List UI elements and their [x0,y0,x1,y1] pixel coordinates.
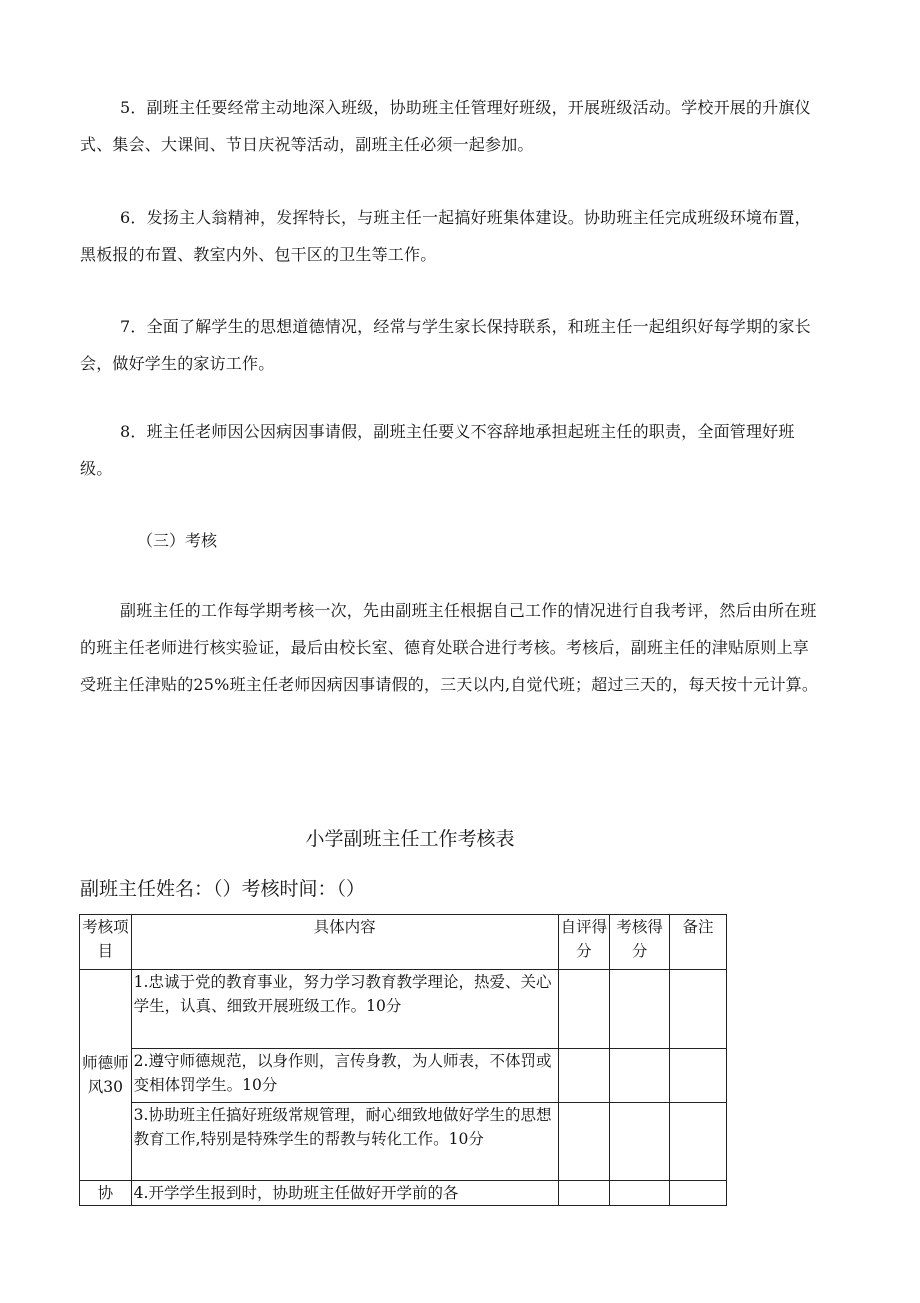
review-score-cell[interactable] [610,1181,670,1206]
paragraph-6: 6．发扬主人翁精神，发挥特长，与班主任一起搞好班集体建设。协助班主任完成班级环境布置，黑板报的布置、教室内外、包干区的卫生等工作。 [80,208,811,264]
paragraph-5: 5．副班主任要经常主动地深入班级，协助班主任管理好班级，开展班级活动。学校开展的升旗仪式、集会、大课间、节日庆祝等活动，副班主任必须一起参加。 [80,98,811,154]
header-notes: 备注 [670,915,727,970]
table-header-row [80,915,727,970]
paragraph-8: 8．班主任老师因公因病因事请假，副班主任要义不容辞地承担起班主任的职责，全面管理好班级。 [80,422,795,478]
name-and-date-line: 副班主任姓名：（）考核时间：（） [80,878,366,900]
table-row [80,970,727,1049]
notes-cell[interactable] [670,1181,727,1206]
paragraph-7: 7．全面了解学生的思想道德情况，经常与学生家长保持联系，和班主任一起组织好每学期的家长会，做好学生的家访工作。 [80,317,811,373]
table-row [80,1103,727,1181]
content-cell: 2.遵守师德规范，以身作则，言传身教，为人师表，不体罚或变相体罚学生。10分 [131,1049,558,1103]
notes-cell[interactable] [670,1049,727,1103]
section-heading-assessment: （三）考核 [137,531,218,550]
table-title: 小学副班主任工作考核表 [305,828,515,850]
notes-cell[interactable] [670,1103,727,1181]
table-row [80,1049,727,1103]
content-cell: 3.协助班主任搞好班级常规管理，耐心细致地做好学生的思想教育工作,特别是特殊学生的帮教与转化工作。10分 [131,1103,558,1181]
review-score-cell[interactable] [610,1049,670,1103]
notes-cell[interactable] [670,970,727,1049]
header-review-score: 考核得分 [610,915,670,970]
header-self-score: 自评得分 [558,915,610,970]
self-score-cell[interactable] [558,1049,610,1103]
self-score-cell[interactable] [558,970,610,1049]
review-score-cell[interactable] [610,1103,670,1181]
review-score-cell[interactable] [610,970,670,1049]
header-content: 具体内容 [131,915,558,970]
self-score-cell[interactable] [558,1181,610,1206]
content-cell: 1.忠诚于党的教育事业，努力学习教育教学理论，热爱、关心学生，认真、细致开展班级工作。10分 [131,970,558,1049]
self-score-cell[interactable] [558,1103,610,1181]
assessment-paragraph: 副班主任的工作每学期考核一次，先由副班主任根据自己工作的情况进行自我考评，然后由所在班的班主任老师进行核实验证，最后由校长室、德育处联合进行考核。考核后，副班主任的津贴原则上享受班主任津贴的25%班主任老师因病因事请假的，三天以内,自觉代班；超过三天的，每天按十元计算。 [80,601,819,694]
category-assist: 协 [80,1181,132,1206]
evaluation-table [79,914,727,1206]
table-row [80,1181,727,1206]
content-cell: 4.开学学生报到时，协助班主任做好开学前的各 [131,1181,558,1206]
category-ethics: 师德师风30 [80,970,132,1181]
header-category: 考核项目 [80,915,132,970]
